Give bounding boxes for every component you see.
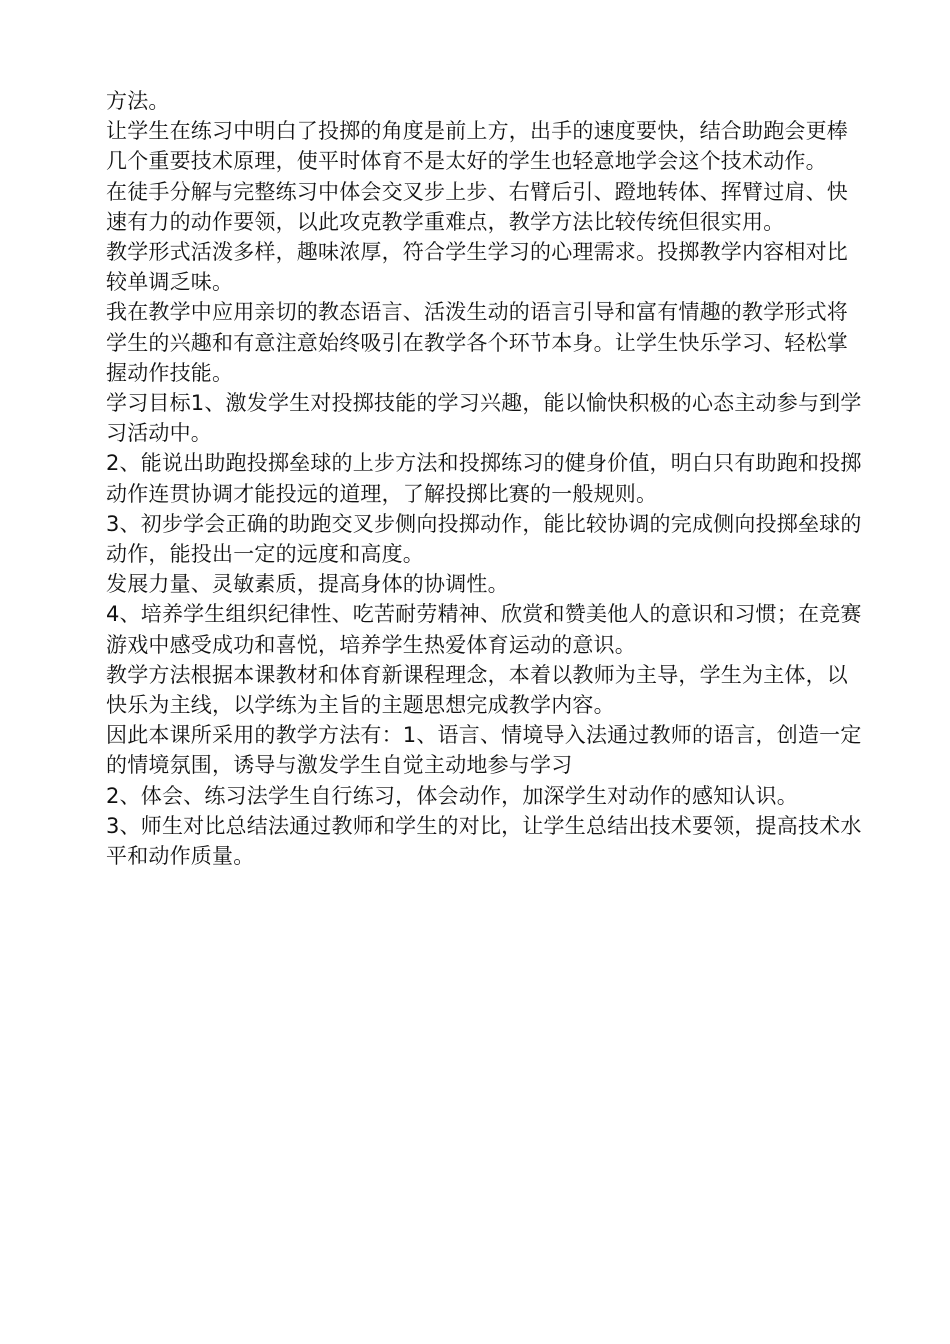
paragraph-teaching-method: 教学方法根据本课教材和体育新课程理念，本着以教师为主导，学生为主体，以快乐为主线，以学练为主旨的主题思想完成教学内容。	[106, 662, 848, 718]
paragraph-method-end: 方法。	[106, 89, 170, 113]
paragraph-method-2: 2、体会、练习法学生自行练习，体会动作，加深学生对动作的感知认识。	[106, 783, 798, 808]
document-body	[106, 86, 866, 871]
paragraph-goal-4: 4、培养学生组织纪律性、吃苦耐劳精神、欣赏和赞美他人的意识和习惯；在竞赛游戏中感受成功和喜悦，培养学生热爱体育运动的意识。	[106, 602, 862, 657]
paragraph-method-3: 3、师生对比总结法通过教师和学生的对比，让学生总结出技术要领，提高技术水平和动作质量。	[106, 813, 862, 869]
paragraph-practice-drills: 在徒手分解与完整练习中体会交叉步上步、右臂后引、蹬地转体、挥臂过肩、快速有力的动作要领，以此攻克教学重难点，教学方法比较传统但很实用。	[106, 179, 848, 234]
paragraph-goal-3: 3、初步学会正确的助跑交叉步侧向投掷动作，能比较协调的完成侧向投掷垒球的动作，能投出一定的远度和高度。	[106, 511, 862, 567]
paragraph-goal-1: 学习目标1、激发学生对投掷技能的学习兴趣，能以愉快积极的心态主动参与到学习活动中。	[106, 391, 862, 446]
paragraph-teaching-language: 我在教学中应用亲切的教态语言、活泼生动的语言引导和富有情趣的教学形式将学生的兴趣和有意注意始终吸引在教学各个环节本身。让学生快乐学习、轻松掌握动作技能。	[106, 300, 848, 385]
paragraph-throwing-angle: 让学生在练习中明白了投掷的角度是前上方，出手的速度要快，结合助跑会更棒几个重要技术原理，使平时体育不是太好的学生也轻意地学会这个技术动作。	[106, 119, 848, 174]
paragraph-teaching-form: 教学形式活泼多样，趣味浓厚，符合学生学习的心理需求。投掷教学内容相对比较单调乏味。	[106, 240, 848, 295]
paragraph-physical-development: 发展力量、灵敏素质，提高身体的协调性。	[106, 572, 509, 597]
paragraph-goal-2: 2、能说出助跑投掷垒球的上步方法和投掷练习的健身价值，明白只有助跑和投掷动作连贯协调才能投远的道理，了解投掷比赛的一般规则。	[106, 451, 862, 506]
paragraph-method-1: 因此本课所采用的教学方法有：1、语言、情境导入法通过教师的语言，创造一定的情境氛围，诱导与激发学生自觉主动地参与学习	[106, 723, 862, 778]
